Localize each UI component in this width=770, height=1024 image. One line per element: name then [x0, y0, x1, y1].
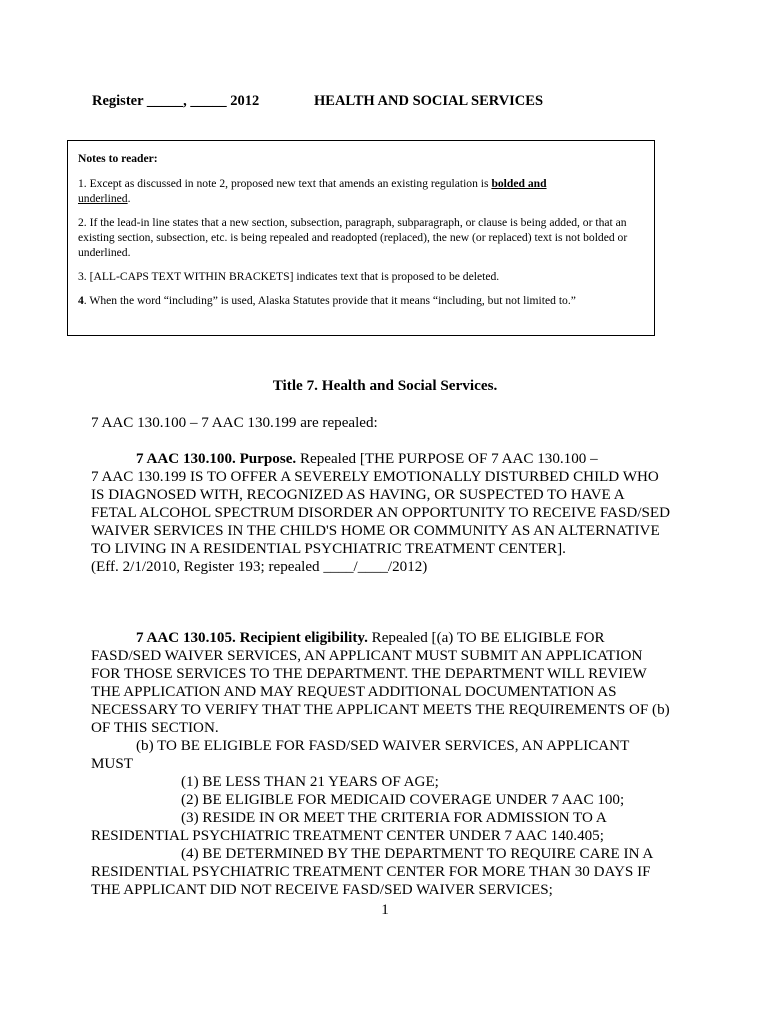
- note-4-number: 4: [78, 294, 84, 307]
- section-105-item-4-cont-1: RESIDENTIAL PSYCHIATRIC TREATMENT CENTER FOR MORE THAN 30 DAYS IF: [91, 864, 651, 880]
- section-130-100: [91, 450, 691, 576]
- note-1: [78, 176, 646, 206]
- section-105-item-4-cont-2: THE APPLICANT DID NOT RECEIVE FASD/SED WAIVER SERVICES;: [91, 882, 553, 898]
- section-105-line-6: OF THIS SECTION.: [91, 720, 219, 736]
- repeal-line: 7 AAC 130.100 – 7 AAC 130.199 are repealed:: [91, 415, 378, 431]
- section-105-item-4: (4) BE DETERMINED BY THE DEPARTMENT TO REQUIRE CARE IN A: [181, 846, 654, 862]
- section-100-line-3: IS DIAGNOSED WITH, RECOGNIZED AS HAVING, OR SUSPECTED TO HAVE A: [91, 487, 625, 503]
- section-105-line-1: Repealed [(a) TO BE ELIGIBLE FOR: [367, 630, 605, 646]
- note-1-end: .: [127, 192, 131, 205]
- notes-title: Notes to reader:: [78, 152, 158, 165]
- section-130-105: [91, 629, 691, 899]
- section-105-heading: 7 AAC 130.105. Recipient eligibility.: [136, 630, 368, 646]
- section-105-line-5: NECESSARY TO VERIFY THAT THE APPLICANT MEETS THE REQUIREMENTS OF (b): [91, 702, 670, 718]
- note-3: 3. [ALL-CAPS TEXT WITHIN BRACKETS] indicates text that is proposed to be deleted.: [78, 270, 500, 283]
- section-105-line-8: MUST: [91, 756, 133, 772]
- section-105-item-2: (2) BE ELIGIBLE FOR MEDICAID COVERAGE UNDER 7 AAC 100;: [181, 792, 625, 808]
- section-105-item-1: (1) BE LESS THAN 21 YEARS OF AGE;: [181, 774, 439, 790]
- section-100-line-4: FETAL ALCOHOL SPECTRUM DISORDER AN OPPORTUNITY TO RECEIVE FASD/SED: [91, 505, 671, 521]
- section-100-line-2: 7 AAC 130.199 IS TO OFFER A SEVERELY EMOTIONALLY DISTURBED CHILD WHO: [91, 469, 659, 485]
- note-1-bold-underline: bolded and: [491, 177, 547, 190]
- section-105-heading-line: [91, 629, 691, 647]
- note-4: [78, 293, 646, 308]
- notes-to-reader-box: [67, 140, 655, 336]
- section-105-line-4: THE APPLICATION AND MAY REQUEST ADDITIONAL DOCUMENTATION AS: [91, 684, 617, 700]
- section-100-heading-line: [91, 450, 691, 468]
- header-title: HEALTH AND SOCIAL SERVICES: [314, 93, 544, 109]
- title-heading: Title 7. Health and Social Services.: [272, 377, 498, 394]
- page-header: [92, 93, 544, 110]
- note-1-underline: underlined: [78, 192, 128, 205]
- section-100-line-6: TO LIVING IN A RESIDENTIAL PSYCHIATRIC TREATMENT CENTER].: [91, 541, 566, 557]
- section-105-item-3: (3) RESIDE IN OR MEET THE CRITERIA FOR ADMISSION TO A: [181, 810, 607, 826]
- note-4-text: . When the word “including” is used, Alaska Statutes provide that it means “including, but not limited to.”: [83, 294, 576, 307]
- section-105-item-3-cont: RESIDENTIAL PSYCHIATRIC TREATMENT CENTER UNDER 7 AAC 140.405;: [91, 828, 604, 844]
- page-number: 1: [381, 902, 389, 918]
- section-105-line-2: FASD/SED WAIVER SERVICES, AN APPLICANT MUST SUBMIT AN APPLICATION: [91, 648, 643, 664]
- section-100-line-5: WAIVER SERVICES IN THE CHILD'S HOME OR COMMUNITY AS AN ALTERNATIVE: [91, 523, 660, 539]
- section-100-heading: 7 AAC 130.100. Purpose.: [136, 451, 297, 467]
- section-105-line-7: (b) TO BE ELIGIBLE FOR FASD/SED WAIVER SERVICES, AN APPLICANT: [136, 738, 630, 754]
- register-line: Register _____, _____ 2012: [92, 93, 260, 109]
- note-2: 2. If the lead-in line states that a new section, subsection, paragraph, subparagraph, or clause is being added, or that an existing section, subsection, etc. is being repealed and readopted (replaced), the new (or replaced) text is not bolded or underlined.: [78, 216, 628, 259]
- section-100-history: (Eff. 2/1/2010, Register 193; repealed ____/____/2012): [91, 559, 428, 575]
- section-100-line-1: Repealed [THE PURPOSE OF 7 AAC 130.100 –: [296, 451, 598, 467]
- note-1-text: 1. Except as discussed in note 2, proposed new text that amends an existing regulation is: [78, 177, 492, 190]
- section-105-line-3: FOR THOSE SERVICES TO THE DEPARTMENT. THE DEPARTMENT WILL REVIEW: [91, 666, 647, 682]
